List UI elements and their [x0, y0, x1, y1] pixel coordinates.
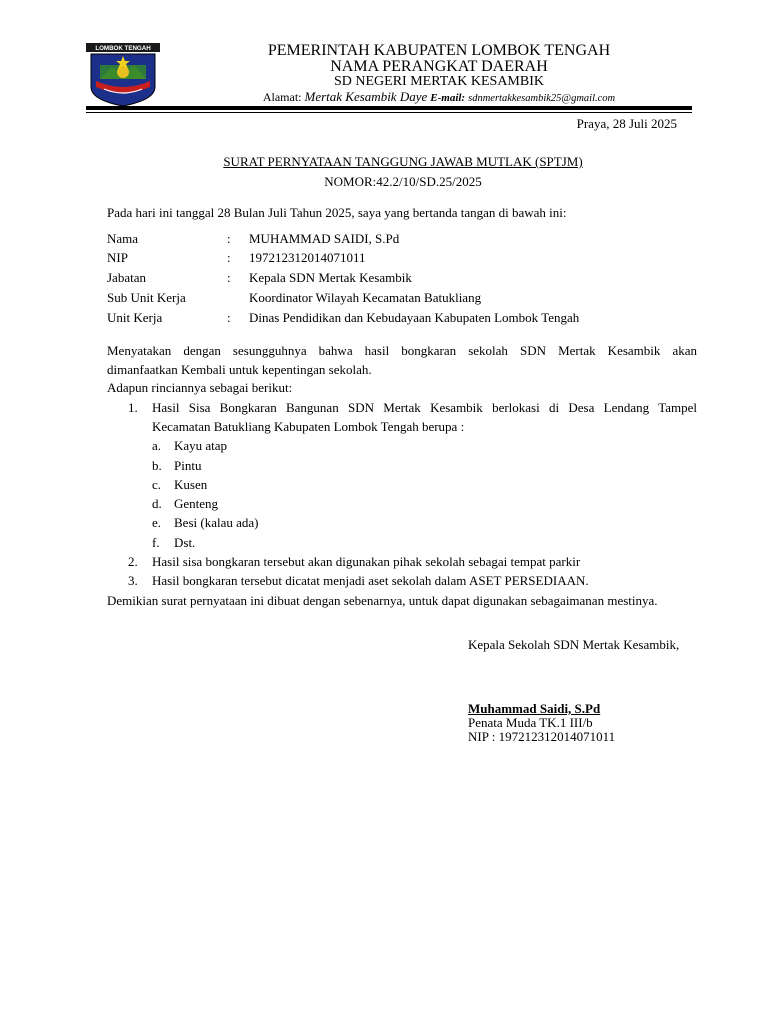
- identity-label: Jabatan: [107, 270, 146, 285]
- sublist-letter: c.: [152, 477, 162, 492]
- intro-paragraph: Pada hari ini tanggal 28 Bulan Juli Tahun 2025, saya yang bertanda tangan di bawah ini:: [107, 205, 567, 220]
- letterhead-school: SD NEGERI MERTAK KESAMBIK: [334, 74, 544, 89]
- signatory-position: Kepala Sekolah SDN Mertak Kesambik,: [468, 637, 680, 652]
- signatory-nip: NIP : 197212312014071011: [468, 729, 616, 744]
- list-number: 1.: [128, 400, 138, 415]
- signatory-rank: Penata Muda TK.1 III/b: [468, 715, 593, 730]
- letterhead-agency: NAMA PERANGKAT DAERAH: [330, 58, 548, 75]
- identity-value: Dinas Pendidikan dan Kebudayaan Kabupaten Lombok Tengah: [249, 310, 580, 325]
- email-value: sdnmertakkesambik25@gmail.com: [468, 93, 616, 104]
- letterhead-address-line: [200, 89, 678, 105]
- letterhead-government: PEMERINTAH KABUPATEN LOMBOK TENGAH: [267, 42, 611, 59]
- details-intro: Adapun rinciannya sebagai berikut:: [107, 380, 293, 395]
- identity-value: 197212312014071011: [249, 250, 366, 265]
- identity-colon: :: [227, 250, 231, 265]
- sublist-letter: f.: [152, 535, 160, 550]
- identity-value: Koordinator Wilayah Kecamatan Batukliang: [249, 290, 482, 305]
- letterhead-rule-thin: [86, 112, 692, 113]
- address-label: Alamat:: [262, 90, 302, 104]
- identity-label: NIP: [107, 250, 128, 265]
- identity-label: Nama: [107, 231, 139, 246]
- signatory-name: Muhammad Saidi, S.Pd: [468, 701, 601, 716]
- list-item: Hasil Sisa Bongkaran Bangunan SDN Mertak Kesambik berlokasi di Desa Lendang Tampel: [152, 400, 697, 415]
- list-item-continuation: Kecamatan Batukliang Kabupaten Lombok Tengah berupa :: [152, 419, 465, 434]
- emblem-text: LOMBOK TENGAH: [95, 45, 151, 52]
- identity-label: Unit Kerja: [107, 310, 163, 325]
- sublist-letter: a.: [152, 438, 162, 453]
- list-item: Hasil bongkaran tersebut dicatat menjadi aset sekolah dalam ASET PERSEDIAAN.: [152, 573, 589, 588]
- sublist-item: Besi (kalau ada): [174, 515, 259, 530]
- identity-value: Kepala SDN Mertak Kesambik: [249, 270, 412, 285]
- identity-colon: :: [227, 270, 231, 285]
- letterhead-rule-thick: [86, 106, 692, 110]
- sublist-letter: b.: [152, 458, 162, 473]
- sublist-item: Dst.: [174, 535, 196, 550]
- identity-value: MUHAMMAD SAIDI, S.Pd: [249, 231, 400, 246]
- sublist-item: Genteng: [174, 496, 219, 511]
- statement-paragraph-end: dimanfaatkan Kembali untuk kepentingan sekolah.: [107, 362, 372, 377]
- letter-date: Praya, 28 Juli 2025: [576, 116, 677, 131]
- identity-colon: :: [227, 310, 231, 325]
- identity-label: Sub Unit Kerja: [107, 290, 186, 305]
- closing-paragraph: Demikian surat pernyataan ini dibuat dengan sebenarnya, untuk dapat digunakan sebagaimanan mestinya.: [107, 593, 658, 608]
- sublist-item: Kusen: [174, 477, 208, 492]
- letter-number: NOMOR:42.2/10/SD.25/2025: [324, 174, 482, 189]
- list-number: 2.: [128, 554, 138, 569]
- sublist-item: Pintu: [174, 458, 202, 473]
- list-item: Hasil sisa bongkaran tersebut akan digunakan pihak sekolah sebagai tempat parkir: [152, 554, 581, 569]
- sublist-item: Kayu atap: [174, 438, 228, 453]
- address-value: Mertak Kesambik Daye: [304, 89, 428, 104]
- list-number: 3.: [128, 573, 138, 588]
- email-label: E-mail:: [430, 92, 466, 104]
- statement-paragraph: Menyatakan dengan sesungguhnya bahwa hasil bongkaran sekolah SDN Mertak Kesambik akan: [107, 343, 697, 358]
- lombok-tengah-emblem: [86, 43, 160, 107]
- sublist-letter: e.: [152, 515, 162, 530]
- identity-colon: :: [227, 231, 231, 246]
- letter-title: SURAT PERNYATAAN TANGGUNG JAWAB MUTLAK (SPTJM): [223, 154, 583, 169]
- sublist-letter: d.: [152, 496, 162, 511]
